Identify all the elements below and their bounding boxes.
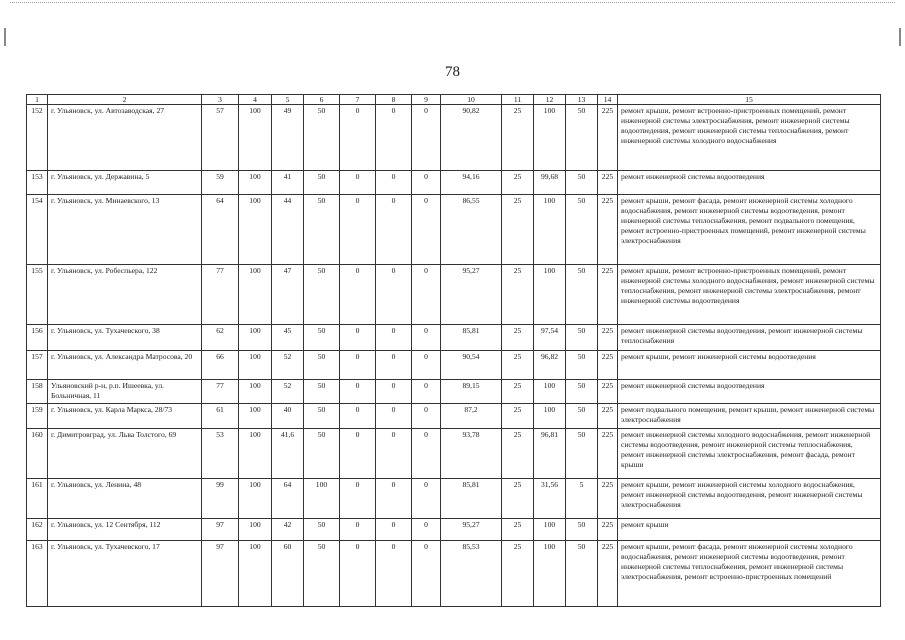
value-cell: 25	[502, 195, 534, 265]
value-cell: 50	[566, 171, 598, 195]
address-cell: г. Ульяновск, ул. 12 Сентября, 112	[48, 519, 202, 541]
value-cell: 66	[202, 351, 239, 380]
row-number-cell: 161	[27, 479, 48, 519]
table-row	[27, 195, 881, 265]
value-cell: 97	[202, 519, 239, 541]
value-cell: 100	[304, 479, 340, 519]
address-cell: г. Ульяновск, ул. Минаевского, 13	[48, 195, 202, 265]
value-cell: 41,6	[272, 429, 304, 479]
repair-program-table	[26, 94, 881, 607]
value-cell: 50	[566, 519, 598, 541]
address-cell: г. Ульяновск, ул. Робеспьера, 122	[48, 265, 202, 325]
value-cell: 225	[598, 541, 618, 607]
value-cell: 50	[304, 519, 340, 541]
value-cell: 0	[376, 429, 412, 479]
value-cell: 45	[272, 325, 304, 351]
value-cell: 0	[412, 351, 441, 380]
value-cell: 100	[239, 351, 272, 380]
row-number-cell: 162	[27, 519, 48, 541]
value-cell: 0	[376, 541, 412, 607]
value-cell: 96,81	[534, 429, 566, 479]
column-number-cell: 9	[412, 95, 441, 105]
value-cell: 100	[534, 105, 566, 171]
value-cell: 225	[598, 265, 618, 325]
address-cell: г. Димитровград, ул. Льва Толстого, 69	[48, 429, 202, 479]
column-number-row	[27, 95, 881, 105]
value-cell: 0	[412, 265, 441, 325]
address-cell: г. Ульяновск, ул. Тухачевского, 38	[48, 325, 202, 351]
value-cell: 25	[502, 105, 534, 171]
value-cell: 61	[202, 404, 239, 429]
value-cell: 25	[502, 541, 534, 607]
repair-works-cell: ремонт крыши, ремонт встроенно-пристроенных помещений, ремонт инженерной системы электроснабжения, ремонт инженерной системы водоотведения, ремонт инженерной системы теплоснабжения, ремонт инженерной системы холодного водоснабжения	[618, 105, 881, 171]
value-cell: 0	[340, 429, 376, 479]
value-cell: 225	[598, 519, 618, 541]
value-cell: 50	[304, 404, 340, 429]
value-cell: 97,54	[534, 325, 566, 351]
value-cell: 25	[502, 519, 534, 541]
value-cell: 50	[304, 265, 340, 325]
value-cell: 225	[598, 404, 618, 429]
value-cell: 0	[376, 380, 412, 404]
column-number-cell: 2	[48, 95, 202, 105]
column-number-cell: 3	[202, 95, 239, 105]
value-cell: 25	[502, 429, 534, 479]
table-row	[27, 380, 881, 404]
value-cell: 225	[598, 325, 618, 351]
value-cell: 42	[272, 519, 304, 541]
value-cell: 100	[534, 541, 566, 607]
row-number-cell: 153	[27, 171, 48, 195]
value-cell: 100	[239, 325, 272, 351]
value-cell: 85,53	[441, 541, 502, 607]
repair-works-cell: ремонт инженерной системы водоотведения	[618, 171, 881, 195]
value-cell: 0	[340, 351, 376, 380]
value-cell: 225	[598, 171, 618, 195]
value-cell: 0	[340, 325, 376, 351]
table-row	[27, 429, 881, 479]
value-cell: 100	[534, 265, 566, 325]
repair-works-cell: ремонт крыши	[618, 519, 881, 541]
value-cell: 93,78	[441, 429, 502, 479]
value-cell: 100	[239, 519, 272, 541]
value-cell: 0	[376, 479, 412, 519]
value-cell: 50	[566, 404, 598, 429]
value-cell: 0	[376, 351, 412, 380]
table-row	[27, 105, 881, 171]
value-cell: 0	[376, 171, 412, 195]
value-cell: 0	[412, 195, 441, 265]
column-number-cell: 10	[441, 95, 502, 105]
address-cell: Ульяновский р-н, р.п. Ишеевка, ул. Больничная, 11	[48, 380, 202, 404]
page-number: 78	[445, 64, 460, 80]
value-cell: 49	[272, 105, 304, 171]
value-cell: 50	[304, 195, 340, 265]
value-cell: 225	[598, 479, 618, 519]
table-row	[27, 351, 881, 380]
value-cell: 100	[239, 265, 272, 325]
value-cell: 77	[202, 265, 239, 325]
table-row	[27, 519, 881, 541]
value-cell: 100	[239, 171, 272, 195]
column-number-cell: 13	[566, 95, 598, 105]
value-cell: 0	[376, 519, 412, 541]
column-number-cell: 6	[304, 95, 340, 105]
value-cell: 0	[340, 171, 376, 195]
value-cell: 57	[202, 105, 239, 171]
value-cell: 25	[502, 351, 534, 380]
value-cell: 50	[304, 171, 340, 195]
value-cell: 100	[239, 541, 272, 607]
value-cell: 96,82	[534, 351, 566, 380]
value-cell: 0	[412, 519, 441, 541]
value-cell: 0	[412, 541, 441, 607]
value-cell: 50	[566, 105, 598, 171]
repair-works-cell: ремонт подвального помещения, ремонт крыши, ремонт инженерной системы электроснабжения	[618, 404, 881, 429]
row-number-cell: 158	[27, 380, 48, 404]
value-cell: 0	[376, 265, 412, 325]
value-cell: 0	[412, 380, 441, 404]
column-number-cell: 7	[340, 95, 376, 105]
value-cell: 0	[340, 479, 376, 519]
value-cell: 0	[412, 404, 441, 429]
value-cell: 53	[202, 429, 239, 479]
value-cell: 100	[534, 519, 566, 541]
row-number-cell: 160	[27, 429, 48, 479]
value-cell: 50	[566, 325, 598, 351]
value-cell: 0	[340, 195, 376, 265]
table-row	[27, 541, 881, 607]
value-cell: 64	[202, 195, 239, 265]
address-cell: г. Ульяновск, ул. Автозаводская, 27	[48, 105, 202, 171]
scan-right-mark	[899, 28, 901, 46]
scan-left-mark	[4, 28, 6, 46]
table-body	[27, 95, 881, 607]
value-cell: 0	[340, 541, 376, 607]
row-number-cell: 154	[27, 195, 48, 265]
column-number-cell: 8	[376, 95, 412, 105]
column-number-cell: 12	[534, 95, 566, 105]
value-cell: 90,54	[441, 351, 502, 380]
value-cell: 0	[376, 404, 412, 429]
value-cell: 5	[566, 479, 598, 519]
value-cell: 87,2	[441, 404, 502, 429]
value-cell: 0	[340, 519, 376, 541]
address-cell: г. Ульяновск, ул. Александра Матросова, 20	[48, 351, 202, 380]
table-row	[27, 265, 881, 325]
value-cell: 100	[239, 105, 272, 171]
address-cell: г. Ульяновск, ул. Карла Маркса, 28/73	[48, 404, 202, 429]
value-cell: 100	[239, 429, 272, 479]
value-cell: 25	[502, 380, 534, 404]
value-cell: 0	[340, 105, 376, 171]
value-cell: 0	[376, 195, 412, 265]
value-cell: 85,81	[441, 479, 502, 519]
value-cell: 0	[340, 404, 376, 429]
value-cell: 44	[272, 195, 304, 265]
value-cell: 0	[340, 265, 376, 325]
value-cell: 90,82	[441, 105, 502, 171]
value-cell: 86,55	[441, 195, 502, 265]
column-number-cell: 14	[598, 95, 618, 105]
value-cell: 100	[239, 380, 272, 404]
row-number-cell: 163	[27, 541, 48, 607]
repair-works-cell: ремонт инженерной системы холодного водоснабжения, ремонт инженерной системы водоотведения, ремонт инженерной системы теплоснабжения, ремонт инженерной системы электроснабжения, ремонт фасада, ремонт крыши	[618, 429, 881, 479]
value-cell: 50	[304, 380, 340, 404]
table-row	[27, 479, 881, 519]
value-cell: 52	[272, 351, 304, 380]
value-cell: 50	[566, 195, 598, 265]
value-cell: 97	[202, 541, 239, 607]
value-cell: 50	[304, 105, 340, 171]
repair-works-cell: ремонт инженерной системы водоотведения, ремонт инженерной системы теплоснабжения	[618, 325, 881, 351]
value-cell: 0	[412, 479, 441, 519]
table-row	[27, 325, 881, 351]
column-number-cell: 4	[239, 95, 272, 105]
value-cell: 95,27	[441, 519, 502, 541]
value-cell: 99,68	[534, 171, 566, 195]
value-cell: 0	[412, 171, 441, 195]
value-cell: 0	[376, 105, 412, 171]
value-cell: 0	[412, 325, 441, 351]
address-cell: г. Ульяновск, ул. Тухачевского, 17	[48, 541, 202, 607]
value-cell: 225	[598, 380, 618, 404]
row-number-cell: 156	[27, 325, 48, 351]
value-cell: 50	[566, 351, 598, 380]
value-cell: 225	[598, 105, 618, 171]
row-number-cell: 152	[27, 105, 48, 171]
row-number-cell: 155	[27, 265, 48, 325]
value-cell: 25	[502, 404, 534, 429]
address-cell: г. Ульяновск, ул. Ленина, 48	[48, 479, 202, 519]
value-cell: 40	[272, 404, 304, 429]
value-cell: 0	[412, 429, 441, 479]
value-cell: 31,56	[534, 479, 566, 519]
value-cell: 64	[272, 479, 304, 519]
scan-top-border	[10, 2, 895, 3]
value-cell: 25	[502, 171, 534, 195]
column-number-cell: 1	[27, 95, 48, 105]
value-cell: 50	[566, 265, 598, 325]
value-cell: 100	[239, 195, 272, 265]
value-cell: 52	[272, 380, 304, 404]
value-cell: 47	[272, 265, 304, 325]
value-cell: 100	[534, 380, 566, 404]
value-cell: 0	[340, 380, 376, 404]
value-cell: 50	[566, 541, 598, 607]
table-row	[27, 171, 881, 195]
value-cell: 25	[502, 325, 534, 351]
value-cell: 50	[304, 325, 340, 351]
value-cell: 95,27	[441, 265, 502, 325]
value-cell: 0	[376, 325, 412, 351]
column-number-cell: 5	[272, 95, 304, 105]
value-cell: 94,16	[441, 171, 502, 195]
value-cell: 100	[534, 404, 566, 429]
repair-works-cell: ремонт крыши, ремонт фасада, ремонт инженерной системы холодного водоснабжения, ремонт инженерной системы водоотведения, ремонт инженерной системы теплоснабжения, ремонт инженерной системы электроснабжения, ремонт встроенно-пристроенных помещений	[618, 541, 881, 607]
value-cell: 60	[272, 541, 304, 607]
value-cell: 100	[239, 404, 272, 429]
value-cell: 59	[202, 171, 239, 195]
value-cell: 100	[239, 479, 272, 519]
value-cell: 50	[304, 541, 340, 607]
column-number-cell: 11	[502, 95, 534, 105]
value-cell: 100	[534, 195, 566, 265]
value-cell: 25	[502, 479, 534, 519]
value-cell: 225	[598, 429, 618, 479]
repair-works-cell: ремонт инженерной системы водоотведения	[618, 380, 881, 404]
table-row	[27, 404, 881, 429]
value-cell: 89,15	[441, 380, 502, 404]
value-cell: 85,81	[441, 325, 502, 351]
value-cell: 99	[202, 479, 239, 519]
address-cell: г. Ульяновск, ул. Державина, 5	[48, 171, 202, 195]
value-cell: 50	[304, 429, 340, 479]
column-number-cell: 15	[618, 95, 881, 105]
value-cell: 62	[202, 325, 239, 351]
repair-works-cell: ремонт крыши, ремонт инженерной системы водоотведения	[618, 351, 881, 380]
value-cell: 25	[502, 265, 534, 325]
value-cell: 225	[598, 195, 618, 265]
repair-works-cell: ремонт крыши, ремонт встроенно-пристроенных помещений, ремонт инженерной системы холодного водоснабжения, ремонт инженерной системы теплоснабжения, ремонт инженерной системы электроснабжения, ремонт инженерной системы водоотведения	[618, 265, 881, 325]
value-cell: 50	[304, 351, 340, 380]
value-cell: 50	[566, 380, 598, 404]
value-cell: 225	[598, 351, 618, 380]
row-number-cell: 157	[27, 351, 48, 380]
value-cell: 41	[272, 171, 304, 195]
repair-works-cell: ремонт крыши, ремонт инженерной системы холодного водоснабжения, ремонт инженерной системы водоотведения, ремонт инженерной системы электроснабжения	[618, 479, 881, 519]
value-cell: 50	[566, 429, 598, 479]
value-cell: 77	[202, 380, 239, 404]
repair-works-cell: ремонт крыши, ремонт фасада, ремонт инженерной системы холодного водоснабжения, ремонт инженерной системы водоотведения, ремонт инженерной системы теплоснабжения, ремонт подвального помещения, ремонт встроенно-пристроенных помещений, ремонт инженерной системы электроснабжения	[618, 195, 881, 265]
value-cell: 0	[412, 105, 441, 171]
row-number-cell: 159	[27, 404, 48, 429]
